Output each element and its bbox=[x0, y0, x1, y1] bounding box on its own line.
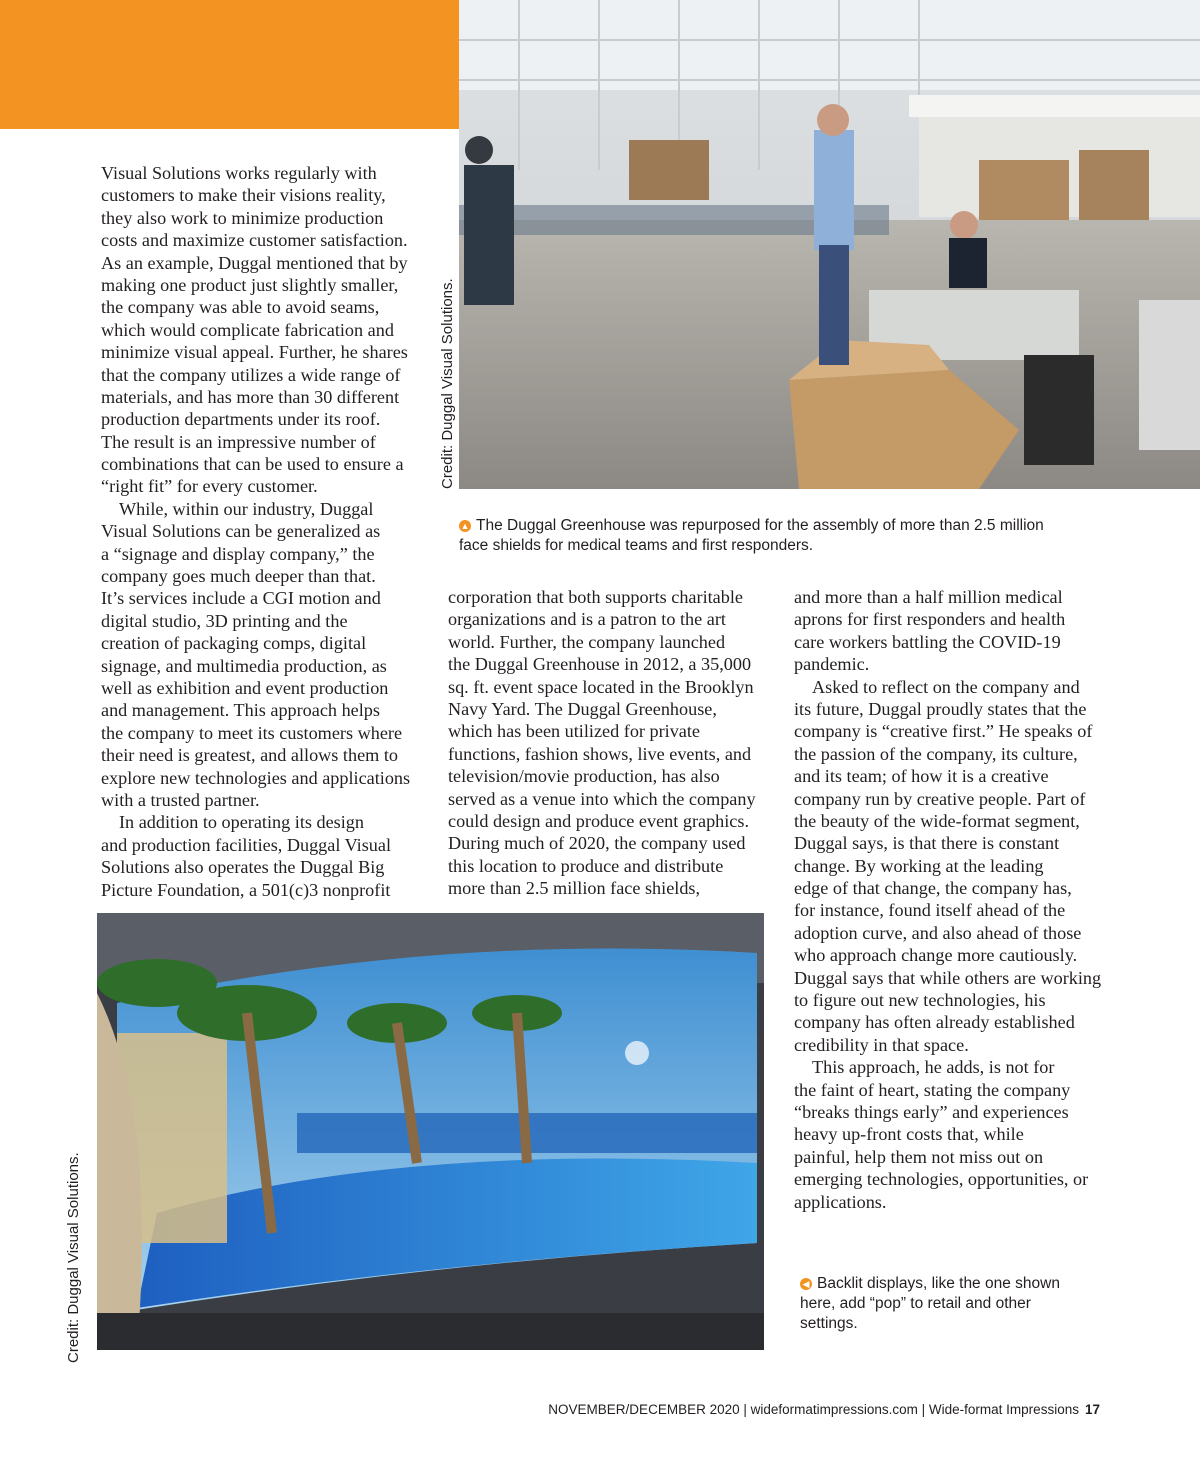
article-line: painful, help them not miss out on bbox=[794, 1146, 1044, 1167]
article-line: “breaks things early” and experiences bbox=[794, 1101, 1069, 1122]
article-line: the beauty of the wide-format segment, bbox=[794, 810, 1080, 831]
article-line: organizations and is a patron to the art bbox=[448, 609, 726, 630]
article-line: company has often already established bbox=[794, 1012, 1075, 1033]
article-line: explore new technologies and applications bbox=[101, 767, 411, 788]
article-line: It’s services include a CGI motion and bbox=[101, 588, 381, 609]
top-photo-credit: Credit: Duggal Visual Solutions. bbox=[439, 278, 456, 489]
article-line: the company to meet its customers where bbox=[101, 722, 403, 743]
article-line: to figure out new technologies, his bbox=[794, 990, 1046, 1011]
article-line: combinations that can be used to ensure a bbox=[101, 454, 404, 475]
article-line: Visual Solutions works regularly with bbox=[101, 163, 377, 183]
top-photo-caption bbox=[459, 516, 1069, 556]
article-line: the faint of heart, stating the company bbox=[794, 1079, 1071, 1100]
article-line: change. By working at the leading bbox=[794, 855, 1044, 876]
footer-text: NOVEMBER/DECEMBER 2020 | wideformatimpressions.com | Wide-format Impressions bbox=[548, 1402, 1079, 1417]
bottom-photo-caption bbox=[800, 1274, 1100, 1334]
article-line: this location to produce and distribute bbox=[448, 855, 724, 876]
article-line: and production facilities, Duggal Visual bbox=[101, 834, 392, 855]
caption-pointer-icon: ◀ bbox=[800, 1278, 812, 1290]
article-line: This approach, he adds, is not for bbox=[812, 1057, 1055, 1078]
article-line: and more than a half million medical bbox=[794, 587, 1063, 607]
article-line: the passion of the company, its culture, bbox=[794, 743, 1078, 764]
article-line: with a trusted partner. bbox=[101, 789, 260, 810]
page-number: 17 bbox=[1084, 1402, 1100, 1417]
article-line: their need is greatest, and allows them to bbox=[101, 745, 398, 766]
article-line: who approach change more cautiously. bbox=[794, 945, 1078, 966]
article-line: a “signage and display company,” the bbox=[101, 543, 375, 564]
article-line: materials, and has more than 30 different bbox=[101, 386, 400, 407]
article-line: which has been utilized for private bbox=[448, 721, 701, 742]
article-line: Asked to reflect on the company and bbox=[812, 676, 1080, 697]
top-photo-caption-text: The Duggal Greenhouse was repurposed for the assembly of more than 2.5 million face shields for medical teams and first responders. bbox=[459, 517, 1044, 554]
article-line: could design and produce event graphics. bbox=[448, 810, 750, 831]
bottom-caption-line-1: ◀ Backlit displays, like the one shown bbox=[800, 1274, 1100, 1294]
article-column-left bbox=[101, 162, 431, 901]
article-column-middle bbox=[448, 586, 778, 899]
article-line: company is “creative first.” He speaks of bbox=[794, 721, 1093, 742]
article-line: company run by creative people. Part of bbox=[794, 788, 1086, 809]
article-line: that the company utilizes a wide range of bbox=[101, 364, 401, 385]
article-line: world. Further, the company launched bbox=[448, 631, 726, 652]
article-line: Picture Foundation, a 501(c)3 nonprofit bbox=[101, 879, 391, 900]
article-line: television/movie production, has also bbox=[448, 766, 720, 787]
article-line: minimize visual appeal. Further, he shares bbox=[101, 342, 408, 363]
article-line: care workers battling the COVID-19 bbox=[794, 631, 1061, 652]
article-line: In addition to operating its design bbox=[119, 812, 364, 833]
article-line: they also work to minimize production bbox=[101, 207, 384, 228]
article-line: emerging technologies, opportunities, or bbox=[794, 1169, 1089, 1190]
article-line: applications. bbox=[794, 1191, 887, 1212]
article-line: functions, fashion shows, live events, and bbox=[448, 743, 752, 764]
article-line: creation of packaging comps, digital bbox=[101, 633, 367, 654]
article-line: credibility in that space. bbox=[794, 1034, 969, 1055]
article-line: company goes much deeper than that. bbox=[101, 566, 376, 587]
article-line: Duggal says, is that there is constant bbox=[794, 833, 1060, 854]
article-line: well as exhibition and event production bbox=[101, 677, 389, 698]
article-line: which would complicate fabrication and bbox=[101, 319, 394, 340]
article-line: costs and maximize customer satisfaction. bbox=[101, 230, 408, 251]
article-line: and its team; of how it is a creative bbox=[794, 766, 1049, 787]
article-line: served as a venue into which the company bbox=[448, 788, 756, 809]
bottom-caption-line-2: here, add “pop” to retail and other bbox=[800, 1295, 1031, 1312]
article-line: making one product just slightly smaller, bbox=[101, 274, 399, 295]
article-line: for instance, found itself ahead of the bbox=[794, 900, 1066, 921]
article-line: its future, Duggal proudly states that the bbox=[794, 698, 1087, 719]
article-line: Navy Yard. The Duggal Greenhouse, bbox=[448, 698, 717, 719]
article-line: production departments under its roof. bbox=[101, 409, 381, 430]
article-line: As an example, Duggal mentioned that by bbox=[101, 252, 408, 273]
page-footer bbox=[548, 1402, 1100, 1417]
article-line: Solutions also operates the Duggal Big bbox=[101, 857, 385, 878]
backlit-display-photo bbox=[97, 913, 764, 1350]
orange-accent-block bbox=[0, 0, 459, 129]
article-line: “right fit” for every customer. bbox=[101, 476, 318, 497]
bottom-caption-line-3: settings. bbox=[800, 1315, 858, 1332]
article-line: corporation that both supports charitable bbox=[448, 587, 743, 607]
article-line: edge of that change, the company has, bbox=[794, 878, 1072, 899]
article-line: sq. ft. event space located in the Brooklyn bbox=[448, 676, 754, 697]
article-line: aprons for first responders and health bbox=[794, 609, 1066, 630]
warehouse-photo bbox=[459, 0, 1200, 489]
article-line: Visual Solutions can be generalized as bbox=[101, 521, 381, 542]
article-line: the Duggal Greenhouse in 2012, a 35,000 bbox=[448, 654, 752, 675]
article-column-right bbox=[794, 586, 1124, 1213]
article-line: more than 2.5 million face shields, bbox=[448, 878, 701, 899]
article-line: signage, and multimedia production, as bbox=[101, 655, 387, 676]
article-line: digital studio, 3D printing and the bbox=[101, 610, 348, 631]
article-line: pandemic. bbox=[794, 654, 870, 675]
article-line: the company was able to avoid seams, bbox=[101, 297, 380, 318]
article-line: During much of 2020, the company used bbox=[448, 833, 746, 854]
article-line: heavy up-front costs that, while bbox=[794, 1124, 1024, 1145]
bottom-photo-credit: Credit: Duggal Visual Solutions. bbox=[65, 1152, 82, 1363]
article-line: Duggal says that while others are working bbox=[794, 967, 1102, 988]
article-line: and management. This approach helps bbox=[101, 700, 380, 721]
caption-pointer-icon: ▲ bbox=[460, 521, 470, 531]
article-line: While, within our industry, Duggal bbox=[119, 498, 374, 519]
article-line: adoption curve, and also ahead of those bbox=[794, 922, 1082, 943]
article-line: customers to make their visions reality, bbox=[101, 185, 386, 206]
article-line: The result is an impressive number of bbox=[101, 431, 376, 452]
